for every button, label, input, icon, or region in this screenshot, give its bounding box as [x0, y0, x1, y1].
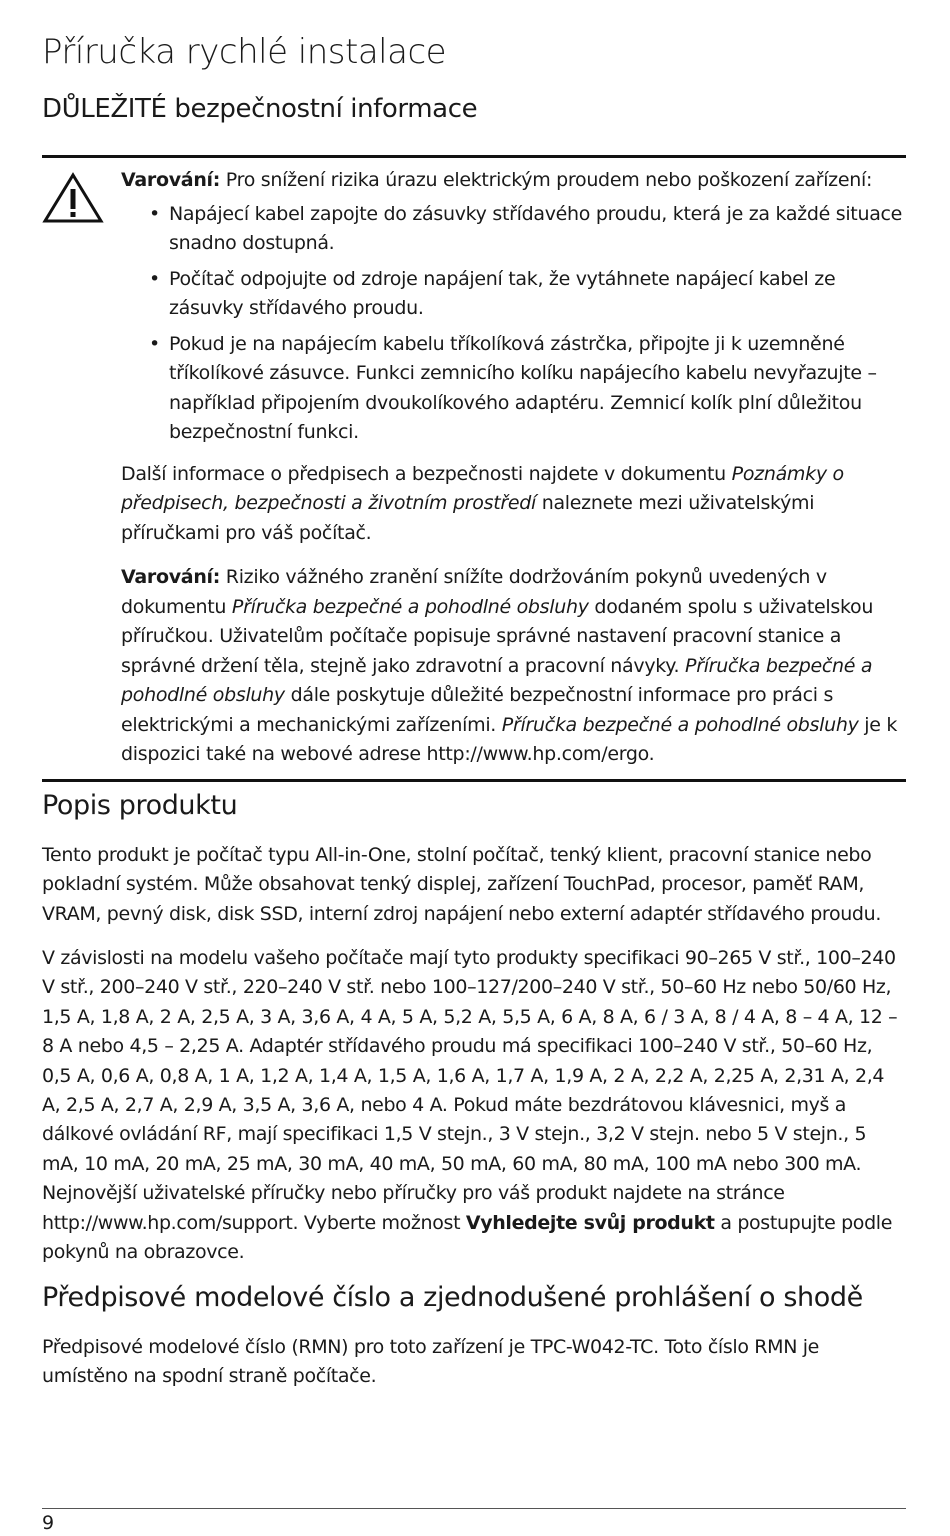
product-paragraph-1: Tento produkt je počítač typu All-in-One, stolní počítač, tenký klient, pracovní stanice nebo pokladní systém. Může obsahovat tenký displej, zařízení TouchPad, procesor, paměť RAM, VRAM, pevný disk, disk SSD, interní zdroj napájení nebo externí adaptér střídavého proudu.: [42, 844, 882, 925]
warning-label: Varování:: [121, 566, 221, 588]
warning-text: dále poskytuje důležité bezpečnostní informace pro práci s elektrickými a mechanickými zařízeními.: [121, 684, 834, 736]
footer-rule: [42, 1508, 906, 1509]
ergonomics-warning: [121, 563, 906, 770]
regulatory-info-paragraph: [121, 460, 906, 549]
product-option-label: Vyhledejte svůj produkt: [465, 1211, 715, 1234]
divider-top: [42, 155, 906, 158]
list-item: • Pokud je na napájecím kabelu tříkolíková zástrčka, připojte ji k uzemněné tříkolíkové zásuvce. Funkci zemnicího kolíku napájecího kabelu nevyřazujte – například připojením dvoukolíkového adaptéru. Zemnicí kolík plní důležitou bezpečnostní funkci.: [121, 330, 906, 448]
info-text: Další informace o předpisech a bezpečnosti najdete v dokumentu: [121, 462, 732, 485]
warning-text: dodaném spolu s uživatelskou příručkou. Uživatelům počítače popisuje správné nastavení pracovní stanice a správné držení těla, stejně jako zdravotní a pracovní návyky.: [121, 595, 874, 677]
warning-triangle-icon: [42, 172, 104, 224]
list-item: • Počítač odpojujte od zdroje napájení tak, že vytáhnete napájecí kabel ze zásuvky střídavého proudu.: [121, 265, 906, 324]
doc-title: Příručka bezpečné a pohodlné obsluhy: [231, 595, 589, 618]
warning-intro: [121, 166, 906, 196]
section-subtitle: DŮLEŽITÉ bezpečnostní informace: [42, 94, 478, 124]
product-heading: Popis produktu: [42, 790, 238, 821]
list-item: • Napájecí kabel zapojte do zásuvky střídavého proudu, která je za každé situace snadno dostupná.: [121, 200, 906, 259]
product-specs-end: a postupujte podle pokynů na obrazovce.: [42, 1211, 893, 1264]
doc-title: Příručka bezpečné a pohodlné obsluhy: [121, 654, 873, 706]
warning-text: Riziko vážného zranění snížíte dodržováním pokynů uvedených v dokumentu: [121, 566, 827, 618]
info-text-end: naleznete mezi uživatelskými příručkami pro váš počítač.: [121, 492, 815, 544]
product-paragraph-2: [42, 944, 906, 1267]
page-number: 9: [42, 1512, 55, 1534]
warning-label: Varování:: [121, 169, 221, 191]
regulatory-heading: Předpisové modelové číslo a zjednodušené prohlášení o shodě: [42, 1282, 863, 1313]
doc-title: Příručka bezpečné a pohodlné obsluhy: [501, 713, 859, 736]
info-doc-title: Poznámky o předpisech, bezpečnosti a životním prostředí: [121, 462, 844, 514]
warning-text: Pro snížení rizika úrazu elektrickým proudem nebo poškození zařízení:: [220, 169, 873, 191]
divider-middle: [42, 779, 906, 782]
warning-bullet-list: [121, 200, 906, 448]
page-title: Příručka rychlé instalace: [42, 32, 447, 72]
product-specs-text: V závislosti na modelu vašeho počítače mají tyto produkty specifikaci 90–265 V stř., 100–240 V stř., 200–240 V stř., 220–240 V stř. nebo 100–127/200–240 V stř., 50–60 Hz nebo 50/60 Hz, 1,5 A, 1,8 A, 2 A, 2,5 A, 3 A, 3,6 A, 4 A, 5 A, 5,2 A, 5,5 A, 6 A, 8 A, 6 / 3 A, 8 / 4 A, 8 – 4 A, 12 – 8 A nebo 4,5 – 2,25 A. Adaptér střídavého proudu má specifikaci 100–240 V stř., 50–60 Hz, 0,5 A, 0,6 A, 0,8 A, 1 A, 1,2 A, 1,4 A, 1,5 A, 1,6 A, 1,7 A, 1,9 A, 2 A, 2,2 A, 2,25 A, 2,31 A, 2,4 A, 2,5 A, 2,7 A, 2,9 A, 3,5 A, 3,6 A, nebo 4 A. Pokud máte bezdrátovou klávesnici, myš a dálkové ovládání RF, mají specifikaci 1,5 V stejn., 3 V stejn., 3,2 V stejn. nebo 5 V stejn., 5 mA, 10 mA, 20 mA, 25 mA, 30 mA, 40 mA, 50 mA, 60 mA, 80 mA, 100 mA nebo 300 mA. Nejnovější uživatelské příručky nebo příručky pro váš produkt najdete na stránce http://www.hp.com/support. Vyberte možnost: [42, 947, 898, 1234]
regulatory-paragraph: Předpisové modelové číslo (RMN) pro toto zařízení je TPC-W042-TC. Toto číslo RMN je umístěno na spodní straně počítače.: [42, 1336, 820, 1388]
warning-text: je k dispozici také na webové adrese http://www.hp.com/ergo.: [121, 713, 898, 765]
warning-content: [121, 166, 906, 770]
